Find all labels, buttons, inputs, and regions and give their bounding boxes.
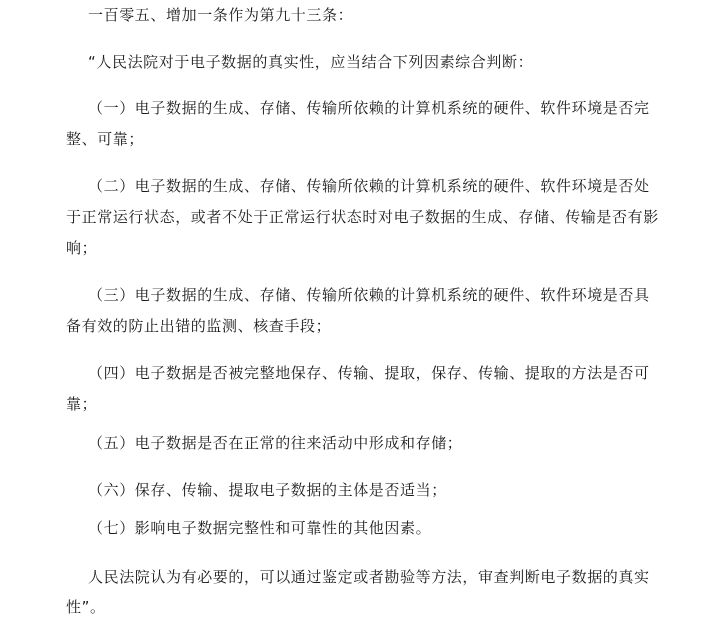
item-2-line-2: 于正常运行状态，或者不处于正常运行状态时对电子数据的生成、存储、传输是否有影 [66,208,659,226]
article-heading: 一百零五、增加一条作为第九十三条： [88,6,354,24]
closing-line-1: 人民法院认为有必要的，可以通过鉴定或者勘验等方法，审查判断电子数据的真实 [88,568,650,586]
item-4-line-2: 靠； [66,395,98,413]
item-1-line-1: （一）电子数据的生成、存储、传输所依赖的计算机系统的硬件、软件环境是否完 [88,99,650,117]
item-7-line-1: （七）影响电子数据完整性和可靠性的其他因素。 [88,519,432,537]
item-4-line-1: （四）电子数据是否被完整地保存、传输、提取，保存、传输、提取的方法是否可 [88,364,650,382]
item-3-line-2: 备有效的防止出错的监测、核查手段； [66,317,332,335]
item-2-line-3: 响； [66,239,98,257]
item-1-line-2: 整、可靠； [66,130,145,148]
closing-line-2: 性”。 [66,598,106,616]
intro-paragraph: “人民法院对于电子数据的真实性，应当结合下列因素综合判断： [88,53,534,71]
item-6-line-1: （六）保存、传输、提取电子数据的主体是否适当； [88,481,447,499]
item-2-line-1: （二）电子数据的生成、存储、传输所依赖的计算机系统的硬件、软件环境是否处 [88,177,650,195]
item-3-line-1: （三）电子数据的生成、存储、传输所依赖的计算机系统的硬件、软件环境是否具 [88,286,650,304]
item-5-line-1: （五）电子数据是否在正常的往来活动中形成和存储； [88,434,463,452]
